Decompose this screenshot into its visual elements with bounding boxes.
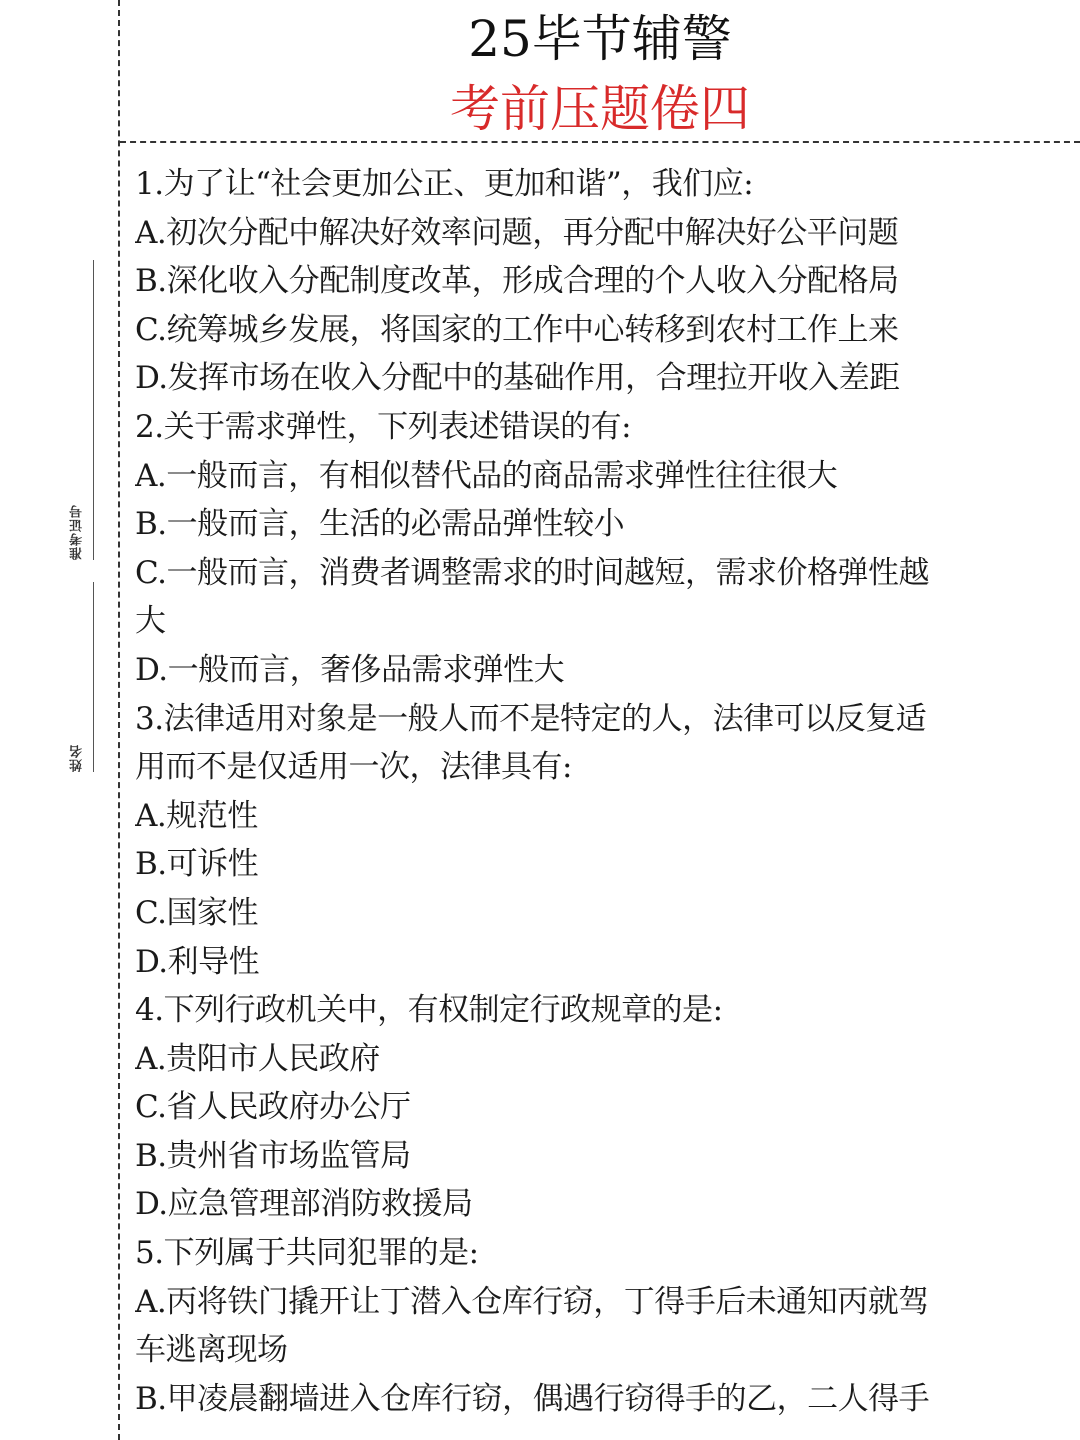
text-line: A.初次分配中解决好效率问题，再分配中解决好公平问题 <box>135 214 899 251</box>
text-line: D.一般而言，奢侈品需求弹性大 <box>135 651 565 688</box>
text-line: 2.关于需求弹性，下列表述错误的有: <box>135 408 632 445</box>
name-label: 姓名 <box>70 744 85 772</box>
page-title: 25毕节辅警 <box>468 10 732 68</box>
text-line: A.一般而言，有相似替代品的商品需求弹性往往很大 <box>135 457 838 494</box>
ticket-number-underline <box>93 260 94 560</box>
text-line: 5.下列属于共同犯罪的是: <box>135 1235 479 1272</box>
text-line: D.应急管理部消防救援局 <box>135 1186 473 1223</box>
text-line: 大 <box>135 603 166 640</box>
text-line: B.贵州省市场监管局 <box>135 1137 411 1174</box>
ticket-number-field <box>60 260 120 560</box>
text-line: A.丙将铁门撬开让丁潜入仓库行窃，丁得手后未通知丙就驾 <box>135 1283 929 1320</box>
text-line: B.深化收入分配制度改革，形成合理的个人收入分配格局 <box>135 263 899 300</box>
ticket-number-label: 准考证号 <box>70 504 85 560</box>
text-line: B.甲凌晨翻墙进入仓库行窃，偶遇行窃得手的乙，二人得手 <box>135 1380 930 1417</box>
page-subtitle: 考前压题倦四 <box>450 80 750 138</box>
text-line: D.利导性 <box>135 943 260 980</box>
text-line: C.国家性 <box>135 894 258 931</box>
text-line: A.规范性 <box>135 797 258 834</box>
text-line: 3.法律适用对象是一般人而不是特定的人，法律可以反复适 <box>135 700 927 737</box>
text-line: D.发挥市场在收入分配中的基础作用，合理拉开收入差距 <box>135 360 900 397</box>
text-line: 用而不是仅适用一次，法律具有: <box>135 749 572 786</box>
text-line: B.可诉性 <box>135 846 259 883</box>
text-line: 车逃离现场 <box>135 1332 288 1369</box>
name-underline <box>93 582 94 772</box>
text-line: C.一般而言，消费者调整需求的时间越短，需求价格弹性越 <box>135 554 929 591</box>
text-line: A.贵阳市人民政府 <box>135 1040 380 1077</box>
question-content <box>135 160 1045 1423</box>
text-line: 1.为了让“社会更加公正、更加和谐”，我们应: <box>135 166 754 202</box>
name-field <box>60 582 120 772</box>
text-line: C.统筹城乡发展，将国家的工作中心转移到农村工作上来 <box>135 311 899 348</box>
text-line: B.一般而言，生活的必需品弹性较小 <box>135 506 625 543</box>
text-line: 4.下列行政机关中，有权制定行政规章的是: <box>135 992 723 1029</box>
text-line: C.省人民政府办公厅 <box>135 1089 411 1126</box>
